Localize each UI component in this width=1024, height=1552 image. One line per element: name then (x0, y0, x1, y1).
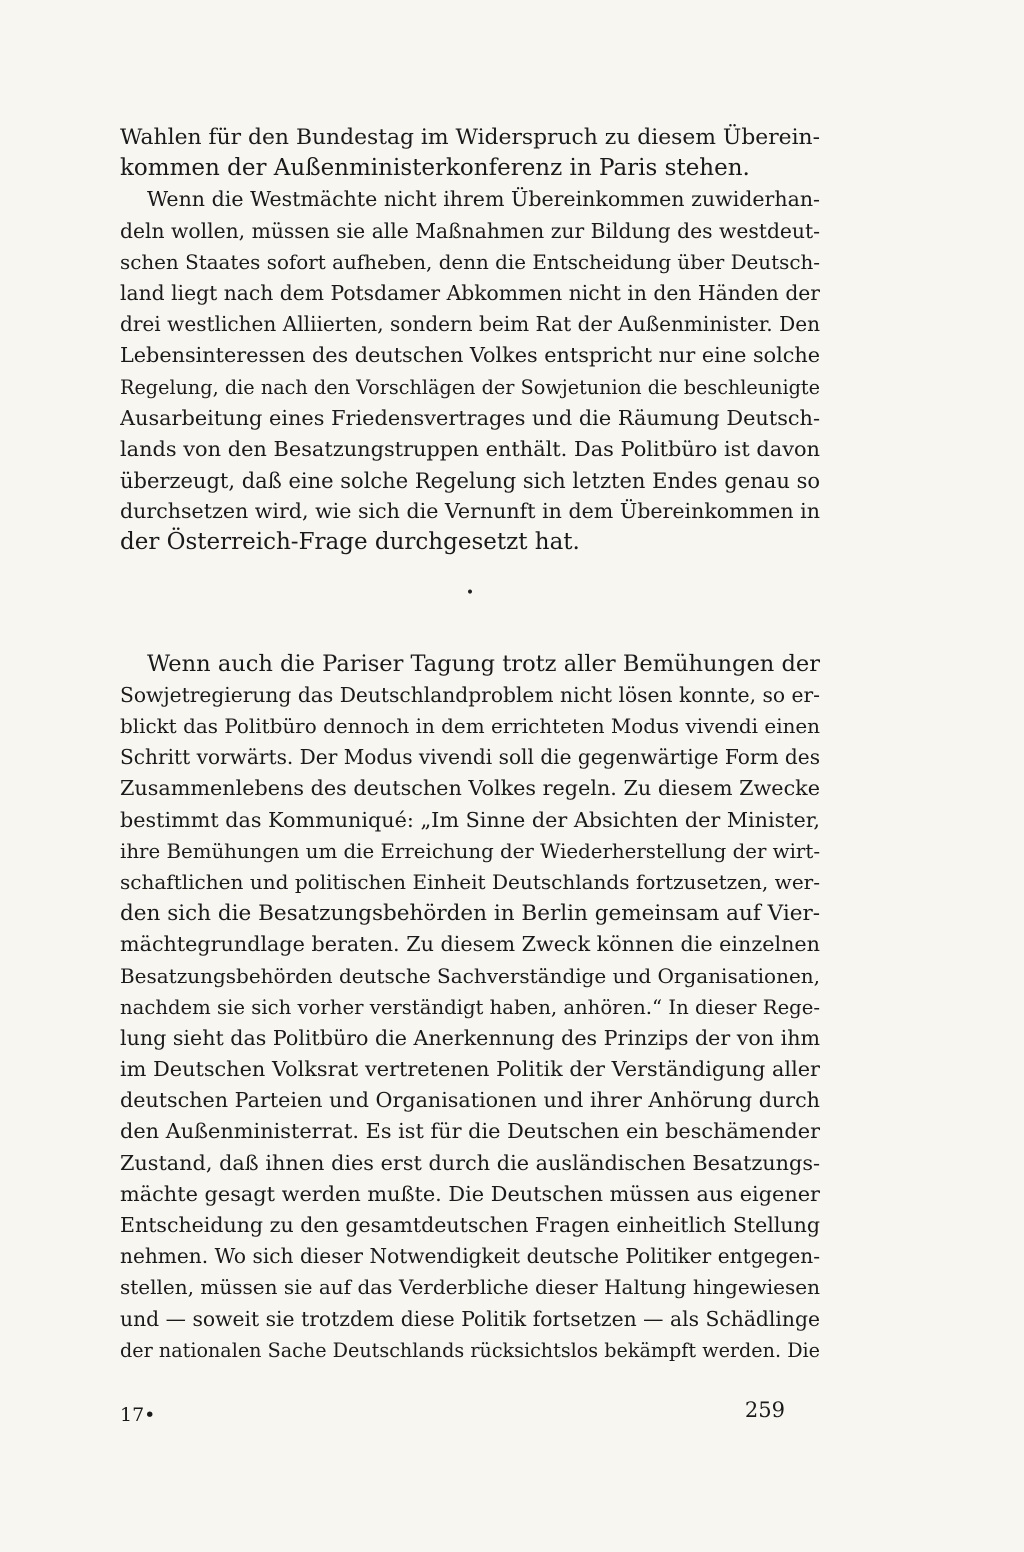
text-line: ihre Bemühungen um die Erreichung der Wiederherstellung der wirt- (120, 839, 820, 863)
text-line: deln wollen, müssen sie alle Maßnahmen zur Bildung des westdeut- (120, 218, 820, 243)
text-line: den sich die Besatzungsbehörden in Berlin gemeinsam auf Vier- (120, 901, 820, 927)
section-separator: • (465, 584, 475, 601)
text-line: Entscheidung zu den gesamtdeutschen Fragen einheitlich Stellung (120, 1213, 820, 1237)
text-line: land liegt nach dem Potsdamer Abkommen nicht in den Händen der (120, 280, 820, 305)
text-line: deutschen Parteien und Organisationen und ihrer Anhörung durch (120, 1088, 820, 1113)
text-line: Lebensinteressen des deutschen Volkes entspricht nur eine solche (120, 343, 820, 368)
text-line: Zusammenlebens des deutschen Volkes regeln. Zu diesem Zwecke (120, 776, 820, 801)
text-line: drei westlichen Alliierten, sondern beim Rat der Außenminister. Den (120, 312, 820, 337)
page-body (120, 122, 820, 1366)
text-block-2 (120, 649, 820, 1366)
text-line: mächte gesagt werden mußte. Die Deutschen müssen aus eigener (120, 1181, 820, 1206)
text-line: bestimmt das Kommuniqué: „Im Sinne der Absichten der Minister, (120, 807, 820, 832)
text-line: Zustand, daß ihnen dies erst durch die ausländischen Besatzungs- (120, 1150, 820, 1175)
text-line: Ausarbeitung eines Friedensvertrages und die Räumung Deutsch- (120, 405, 820, 430)
text-line: und — soweit sie trotzdem diese Politik fortsetzen — als Schädlinge (120, 1306, 820, 1331)
text-line: blickt das Politbüro dennoch in dem errichteten Modus vivendi einen (120, 715, 820, 738)
text-line: im Deutschen Volksrat vertretenen Politik der Verständigung aller (120, 1057, 820, 1082)
text-line: der nationalen Sache Deutschlands rücksichtslos bekämpft werden. Die (120, 1338, 820, 1362)
text-line: schaftlichen und politischen Einheit Deutschlands fortzusetzen, wer- (120, 869, 820, 894)
text-line: nehmen. Wo sich dieser Notwendigkeit deutsche Politiker entgegen- (120, 1244, 820, 1269)
text-line: mächtegrundlage beraten. Zu diesem Zweck können die einzelnen (120, 932, 820, 957)
text-block-1 (120, 122, 820, 559)
text-line: Wenn auch die Pariser Tagung trotz aller Bemühungen der (147, 650, 820, 677)
text-line: Wenn die Westmächte nicht ihrem Übereinkommen zuwiderhan- (147, 187, 820, 212)
text-line: den Außenministerrat. Es ist für die Deutschen ein beschämender (120, 1119, 820, 1144)
text-line: lands von den Besatzungstruppen enthält. Das Politbüro ist davon (120, 436, 820, 461)
text-line: schen Staates sofort aufheben, denn die Entscheidung über Deutsch- (120, 250, 820, 274)
text-line: stellen, müssen sie auf das Verderbliche dieser Haltung hingewiesen (120, 1275, 820, 1300)
text-line: Wahlen für den Bundestag im Widerspruch zu diesem Überein- (120, 125, 820, 150)
text-line: durchsetzen wird, wie sich die Vernunft in dem Übereinkommen in (120, 499, 820, 524)
text-line: lung sieht das Politbüro die Anerkennung des Prinzips der von ihm (120, 1025, 820, 1050)
text-line: Regelung, die nach den Vorschlägen der Sowjetunion die beschleunigte (120, 375, 820, 399)
page-number: 259 (744, 1398, 785, 1422)
text-line: Besatzungsbehörden deutsche Sachverständige und Organisationen, (120, 963, 820, 988)
text-line: Schritt vorwärts. Der Modus vivendi soll die gegenwärtige Form des (120, 745, 820, 770)
text-line: der Österreich-Frage durchgesetzt hat. (120, 529, 580, 556)
text-line: Sowjetregierung das Deutschlandproblem nicht lösen konnte, so er- (120, 682, 820, 707)
text-line: kommen der Außenministerkonferenz in Paris stehen. (120, 155, 750, 182)
text-line: nachdem sie sich vorher verständigt haben, anhören.“ In dieser Rege- (120, 995, 820, 1019)
text-line: überzeugt, daß eine solche Regelung sich letzten Endes genau so (120, 468, 820, 494)
signature-mark: 17• (120, 1404, 156, 1426)
